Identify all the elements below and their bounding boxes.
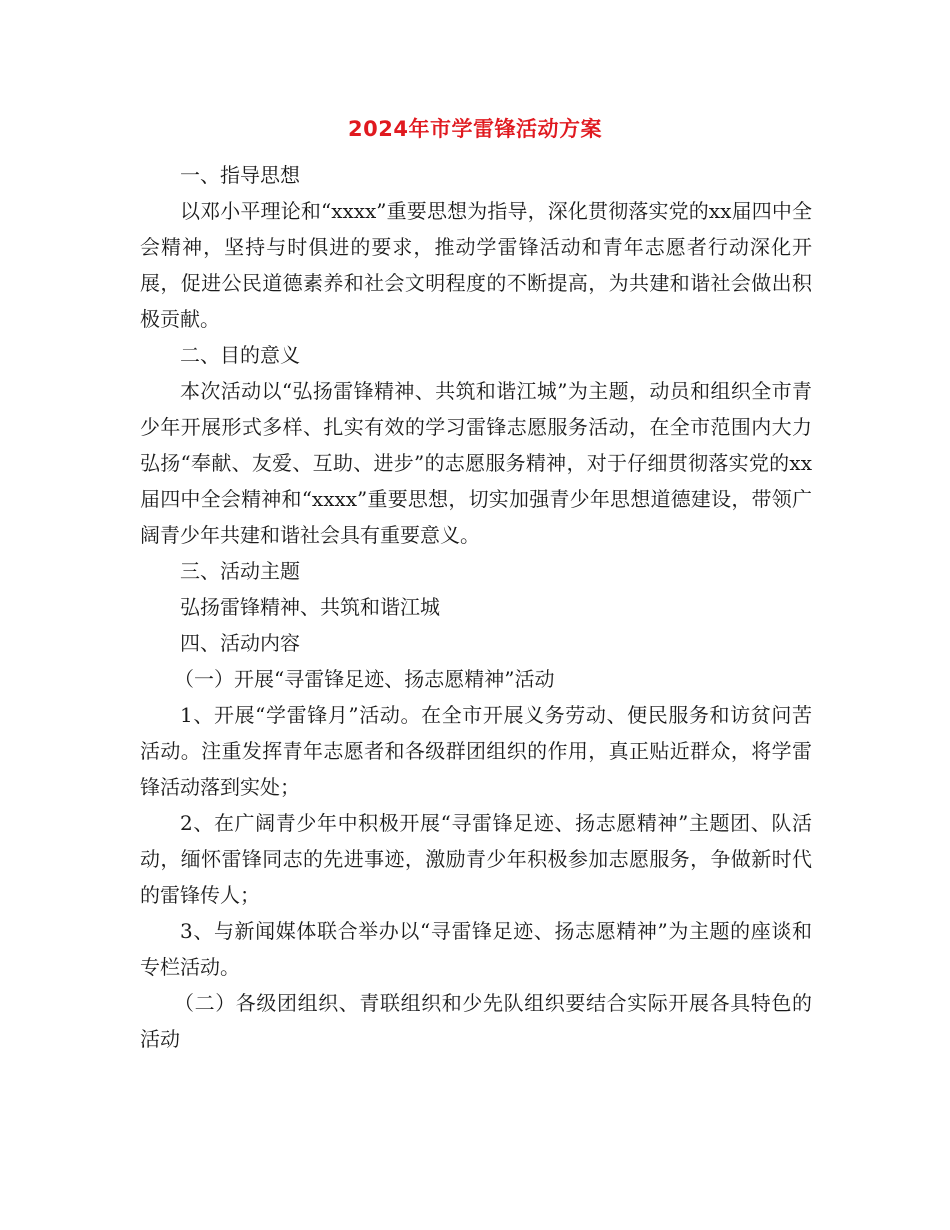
- paragraph-guiding-ideology: 以邓小平理论和“xxxx”重要思想为指导，深化贯彻落实党的xx届四中全会精神，坚持与时俱进的要求，推动学雷锋活动和青年志愿者行动深化开展，促进公民道德素养和社会文明程度的不断提高，为共建和谐社会做出积极贡献。: [140, 199, 812, 331]
- paragraph-theme: 弘扬雷锋精神、共筑和谐江城: [180, 595, 440, 619]
- document-title: 2024年市学雷锋活动方案: [348, 117, 602, 141]
- section-heading-content: 四、活动内容: [180, 631, 300, 655]
- paragraph-purpose: 本次活动以“弘扬雷锋精神、共筑和谐江城”为主题，动员和组织全市青少年开展形式多样、扎实有效的学习雷锋志愿服务活动，在全市范围内大力弘扬“奉献、友爱、互助、进步”的志愿服务精神，对于仔细贯彻落实党的xx届四中全会精神和“xxxx”重要思想，切实加强青少年思想道德建设，带领广阔青少年共建和谐社会具有重要意义。: [140, 379, 812, 547]
- section-heading-purpose: 二、目的意义: [180, 343, 300, 367]
- subsection-heading-1: （一）开展“寻雷锋足迹、扬志愿精神”活动: [174, 667, 555, 691]
- list-item-3: 3、与新闻媒体联合举办以“寻雷锋足迹、扬志愿精神”为主题的座谈和专栏活动。: [140, 919, 812, 979]
- document-body: [140, 157, 812, 1057]
- section-heading-theme: 三、活动主题: [180, 559, 300, 583]
- list-item-1: 1、开展“学雷锋月”活动。在全市开展义务劳动、便民服务和访贫问苦活动。注重发挥青年志愿者和各级群团组织的作用，真正贴近群众，将学雷锋活动落到实处；: [140, 703, 812, 799]
- section-heading-guiding-ideology: 一、指导思想: [180, 163, 300, 187]
- list-item-2: 2、在广阔青少年中积极开展“寻雷锋足迹、扬志愿精神”主题团、队活动，缅怀雷锋同志的先进事迹，激励青少年积极参加志愿服务，争做新时代的雷锋传人；: [140, 811, 812, 907]
- subsection-heading-2: （二）各级团组织、青联组织和少先队组织要结合实际开展各具特色的活动: [140, 991, 812, 1051]
